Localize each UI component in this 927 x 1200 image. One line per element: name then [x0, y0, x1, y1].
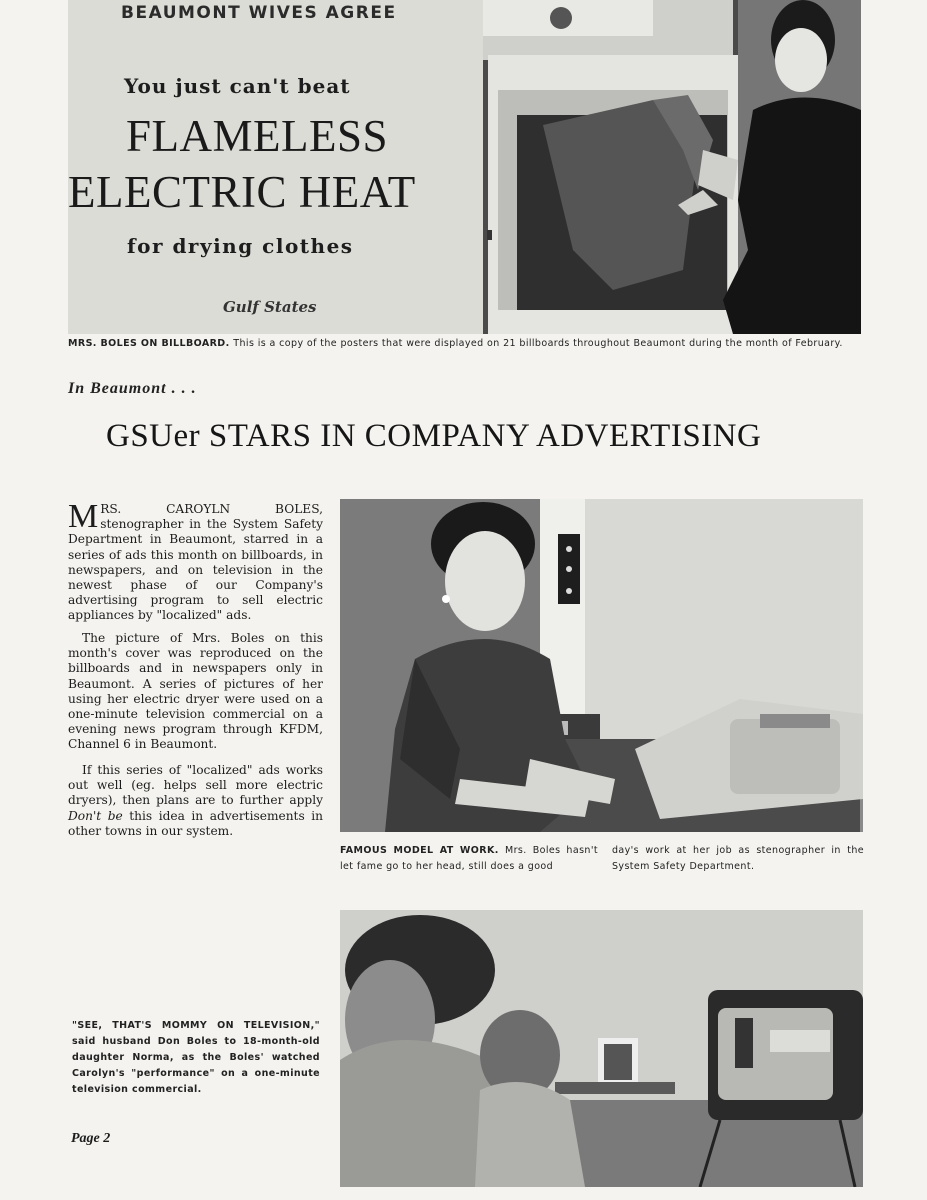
- article-title: GSUer STARS IN COMPANY ADVERTISING: [106, 418, 762, 454]
- work-caption-left: [340, 843, 598, 875]
- work-caption-text-a: Mrs. Boles hasn't let fame go to her head, still does a good: [340, 845, 598, 872]
- tv-caption: "SEE, THAT'S MOMMY ON TELEVISION," said husband Don Boles to 18-month-old daughter Norma, as the Boles' watched Carolyn's "performance" on a one-minute television commercial.: [72, 1020, 320, 1095]
- billboard-caption-lead: MRS. BOLES ON BILLBOARD.: [68, 338, 230, 349]
- article-paragraph-3: [68, 763, 323, 839]
- article-kicker: In Beaumont . . .: [68, 380, 197, 397]
- photo-family-watching-tv: [340, 910, 863, 1187]
- billboard-big-line-2: ELECTRIC HEAT: [68, 167, 416, 217]
- billboard-caption-text: This is a copy of the posters that were displayed on 21 billboards throughout Beaumont during the month of February.: [233, 338, 843, 349]
- work-caption-right: day's work at her job as stenographer in the System Safety Department.: [612, 845, 864, 872]
- billboard-photo-woman-dryer: [483, 0, 861, 334]
- photo-woman-at-typewriter: [340, 499, 863, 832]
- billboard-image: [68, 0, 861, 334]
- page-number: Page 2: [71, 1131, 111, 1146]
- billboard-caption: [68, 336, 868, 352]
- paragraph-3-text-b: this idea in advertisements in other towns in our system.: [68, 808, 323, 838]
- billboard-big-line-1: FLAMELESS: [126, 111, 389, 161]
- billboard-tail: for drying clothes: [127, 234, 354, 258]
- work-caption-lead: FAMOUS MODEL AT WORK.: [340, 845, 499, 856]
- billboard-subhead: You just can't beat: [124, 74, 351, 98]
- article-paragraph-1: [68, 498, 323, 624]
- billboard-poster: [68, 0, 483, 334]
- paragraph-3-text-a: If this series of "localized" ads works out well (eg. helps sell more electric dryers), then plans are to further apply: [68, 763, 323, 808]
- paragraph-3-emphasis: Don't be: [68, 808, 123, 823]
- gulf-states-logo: Gulf States: [223, 298, 317, 316]
- paragraph-1-text: RS. CAROYLN BOLES, stenographer in the System Safety Department in Beaumont, starred in a series of ads this month on billboards, in newspapers, and on television in the newest phase of our Company's advertising program to sell electric appliances by "localized" ads.: [68, 502, 323, 623]
- billboard-headline: BEAUMONT WIVES AGREE: [121, 3, 397, 23]
- article-paragraph-2: The picture of Mrs. Boles on this month's cover was reproduced on the billboards and in newspapers only in Beaumont. A series of pictures of her using her electric dryer were used on a one-minute television commercial on a evening news program through KFDM, Channel 6 in Beaumont.: [68, 631, 323, 752]
- drop-cap: M: [68, 498, 99, 535]
